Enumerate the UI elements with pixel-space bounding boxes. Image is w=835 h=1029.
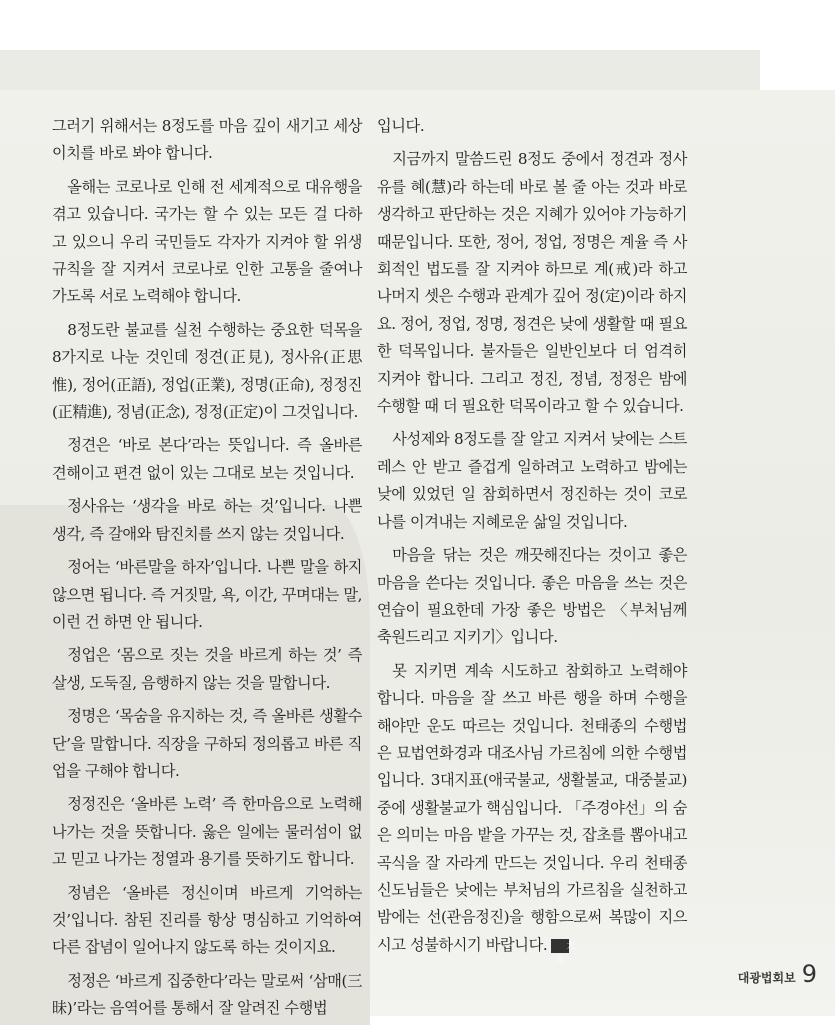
- paragraph: 올해는 코로나로 인해 전 세계적으로 대유행을 겪고 있습니다. 국가는 할 수 있는 모든 걸 다하고 있으니 우리 국민들도 각자가 지켜야 할 위생규칙을 잘 지켜서 코로나로 인한 고통을 줄여나가도록 서로 노력해야 합니다.: [52, 177, 362, 306]
- paragraph-final: [377, 658, 688, 964]
- paragraph: 정명은 ‘목숨을 유지하는 것, 즉 올바른 생활수단’을 말합니다. 직장을 구하되 정의롭고 바른 직업을 구해야 합니다.: [52, 707, 362, 780]
- page-number: 9: [801, 960, 817, 988]
- left-column: [52, 113, 362, 1029]
- page-footer: [738, 960, 817, 988]
- paragraph: 정정은 ‘바르게 집중한다’라는 말로써 ‘삼매(三昧)’라는 음역어를 통해서 잘 알려진 수행법: [52, 971, 362, 1018]
- paragraph: 입니다.: [377, 117, 425, 135]
- header-band: [0, 50, 760, 90]
- publication-name: 대광법회보: [737, 971, 796, 985]
- paragraph: 정업은 ‘몸으로 짓는 것을 바르게 하는 것’ 즉 살생, 도둑질, 음행하지 않는 것을 말합니다.: [52, 646, 362, 692]
- right-column: [377, 113, 687, 965]
- paragraph: 그러기 위해서는 8정도를 마음 깊이 새기고 세상 이치를 바로 봐야 합니다.: [52, 117, 362, 163]
- end-mark-seal: 大光: [551, 939, 569, 953]
- paragraph: 지금까지 말씀드린 8정도 중에서 정견과 정사유를 혜(慧)라 하는데 바로 볼 줄 아는 것과 바로 생각하고 판단하는 것은 지혜가 있어야 가능하기 때문입니다. 또한, 정어, 정업, 정명은 계율 즉 사회적인 법도를 잘 지켜야 하므로 계(戒)라 하고 나머지 셋은 수행과 관계가 깊어 정(定)이라 하지요. 정어, 정업, 정명, 정견은 낮에 생활할 때 필요한 덕목입니다. 불자들은 일반인보다 더 엄격히 지켜야 합니다. 그리고 정진, 정념, 정정은 밤에 수행할 때 더 필요한 덕목이라고 할 수 있습니다.: [377, 150, 688, 416]
- paragraph-text: 못 지키면 계속 시도하고 참회하고 노력해야 합니다. 마음을 잘 쓰고 바른 행을 하며 수행을 해야만 운도 따르는 것입니다. 천태종의 수행법은 묘법연화경과 대조사님 가르침에 의한 수행법입니다. 3대지표(애국불교, 생활불교, 대중불교) 중에 생활불교가 핵심입니다. 「주경야선」의 숨은 의미는 마음 밭을 가꾸는 것, 잡초를 뽑아내고 곡식을 잘 자라게 만드는 것입니다. 우리 천태종 신도님들은 낮에는 부처님의 가르침을 실천하고 밤에는 선(관음정진)을 행함으로써 복많이 지으시고 성불하시기 바랍니다.: [377, 661, 688, 954]
- paragraph: 정어는 ‘바른말을 하자’입니다. 나쁜 말을 하지 않으면 됩니다. 즉 거짓말, 욕, 이간, 꾸며대는 말, 이런 건 하면 안 됩니다.: [52, 558, 363, 631]
- paragraph: 정견은 ‘바로 본다’라는 뜻입니다. 즉 올바른 견해이고 편견 없이 있는 그대로 보는 것입니다.: [52, 436, 362, 482]
- paragraph: 마음을 닦는 것은 깨끗해진다는 것이고 좋은 마음을 쓴다는 것입니다. 좋은 마음을 쓰는 것은 연습이 필요한데 가장 좋은 방법은 〈부처님께 축원드리고 지키기〉입니다.: [377, 546, 687, 647]
- paragraph: 사성제와 8정도를 잘 알고 지켜서 낮에는 스트레스 안 받고 즐겁게 일하려고 노력하고 밤에는 낮에 있었던 일 참회하면서 정진하는 것이 코로나를 이겨내는 지혜로운 삶일 것입니다.: [377, 430, 687, 531]
- paragraph: 정념은 ‘올바른 정신이며 바르게 기억하는 것’입니다. 참된 진리를 항상 명심하고 기억하여 다른 잡념이 일어나지 않도록 하는 것이지요.: [52, 883, 362, 957]
- paragraph: 정정진은 ‘올바른 노력’ 즉 한마음으로 노력해 나가는 것을 뜻합니다. 옳은 일에는 물러섬이 없고 믿고 나가는 정열과 용기를 뜻하기도 합니다.: [52, 795, 362, 869]
- paragraph: 정사유는 ‘생각을 바로 하는 것’입니다. 나쁜 생각, 즉 갈애와 탐진치를 쓰지 않는 것입니다.: [52, 497, 362, 543]
- paragraph: 8정도란 불교를 실천 수행하는 중요한 덕목을 8가지로 나눈 것인데 정견(正見), 정사유(正思惟), 정어(正語), 정업(正業), 정명(正命), 정정진(正精進), 정념(正念), 정정(正定)이 그것입니다.: [52, 320, 362, 422]
